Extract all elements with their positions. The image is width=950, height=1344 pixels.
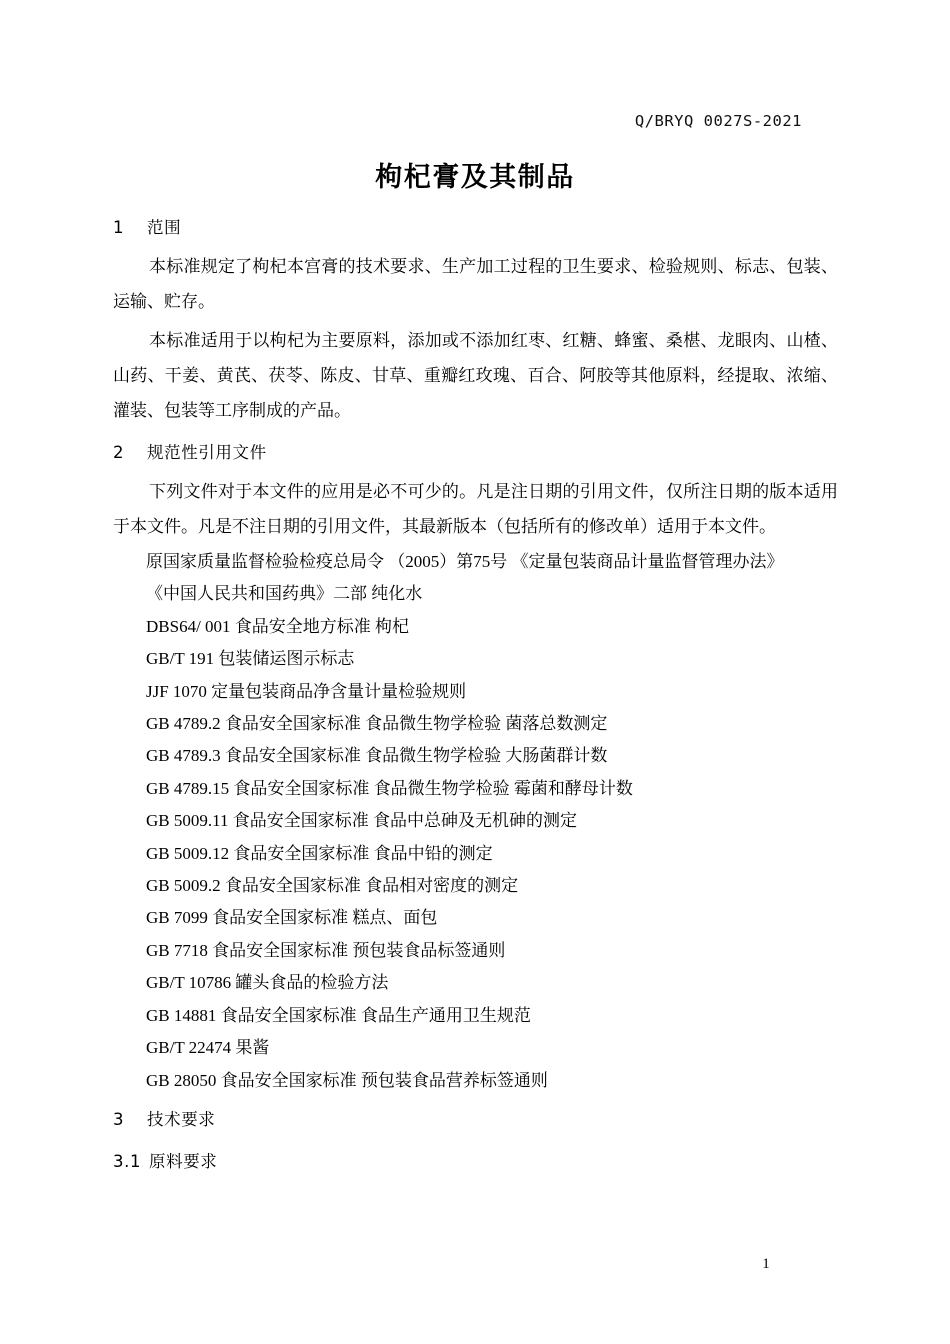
subsection-number-3-1: 3.1	[113, 1151, 142, 1171]
subsection-title-3-1: 原料要求	[149, 1151, 218, 1171]
reference-item: GB/T 191 包装储运图示标志	[146, 649, 355, 669]
paragraph-normative-intro: 下列文件对于本文件的应用是必不可少的。凡是注日期的引用文件，仅所注日期的版本适用于本文件。凡是不注日期的引用文件，其最新版本（包括所有的修改单）适用于本文件。	[113, 482, 838, 536]
section-number-3: 3	[113, 1109, 125, 1129]
reference-item: GB 7099 食品安全国家标准 糕点、面包	[146, 908, 438, 928]
section-title-2: 规范性引用文件	[147, 443, 267, 462]
page-title: 枸杞膏及其制品	[375, 162, 575, 193]
reference-item: GB 4789.15 食品安全国家标准 食品微生物学检验 霉菌和酵母计数	[146, 778, 633, 798]
section-heading-2	[113, 430, 838, 472]
section-title-3: 技术要求	[147, 1109, 216, 1129]
reference-item: GB 5009.12 食品安全国家标准 食品中铅的测定	[146, 843, 493, 863]
reference-item: GB 28050 食品安全国家标准 预包装食品营养标签通则	[146, 1070, 548, 1090]
section-number-1: 1	[113, 218, 125, 237]
reference-item: GB 7718 食品安全国家标准 预包装食品标签通则	[146, 940, 506, 960]
reference-item: GB/T 10786 罐头食品的检验方法	[146, 973, 389, 993]
running-header-standard-code: Q/BRYQ 0027S-2021	[634, 112, 802, 130]
page-number	[0, 1256, 950, 1273]
section-title-1: 范围	[147, 218, 182, 237]
reference-item: GB 5009.11 食品安全国家标准 食品中总砷及无机砷的测定	[146, 811, 577, 831]
section-number-2: 2	[113, 443, 125, 462]
reference-item: DBS64/ 001 食品安全地方标准 枸杞	[146, 616, 410, 636]
subsection-heading-3-1	[113, 1139, 838, 1178]
section-heading-1	[113, 205, 838, 247]
reference-item: GB 4789.3 食品安全国家标准 食品微生物学检验 大肠菌群计数	[146, 746, 608, 766]
reference-item: 原国家质量监督检验检疫总局令 （2005）第75号 《定量包装商品计量监督管理办法》	[146, 552, 784, 571]
reference-item: 《中国人民共和国药典》二部 纯化水	[146, 584, 423, 604]
page-number-value: 1	[762, 1256, 770, 1272]
reference-item: GB/T 22474 果酱	[146, 1038, 270, 1058]
reference-item: GB 4789.2 食品安全国家标准 食品微生物学检验 菌落总数测定	[146, 714, 608, 734]
paragraph-scope-2: 本标准适用于以枸杞为主要原料，添加或不添加红枣、红糖、蜂蜜、桑椹、龙眼肉、山楂、山药、干姜、黄芪、茯苓、陈皮、甘草、重瓣红玫瑰、百合、阿胶等其他原料，经提取、浓缩、灌装、包装等工序制成的产品。	[113, 331, 838, 420]
section-heading-3	[113, 1097, 838, 1139]
document-body	[113, 205, 838, 1178]
reference-item: GB 14881 食品安全国家标准 食品生产通用卫生规范	[146, 1005, 531, 1025]
paragraph-scope-1: 本标准规定了枸杞本宫膏的技术要求、生产加工过程的卫生要求、检验规则、标志、包装、运输、贮存。	[113, 257, 838, 311]
reference-item: JJF 1070 定量包装商品净含量计量检验规则	[146, 681, 467, 701]
normative-reference-list	[113, 546, 838, 1097]
reference-item: GB 5009.2 食品安全国家标准 食品相对密度的测定	[146, 876, 519, 896]
